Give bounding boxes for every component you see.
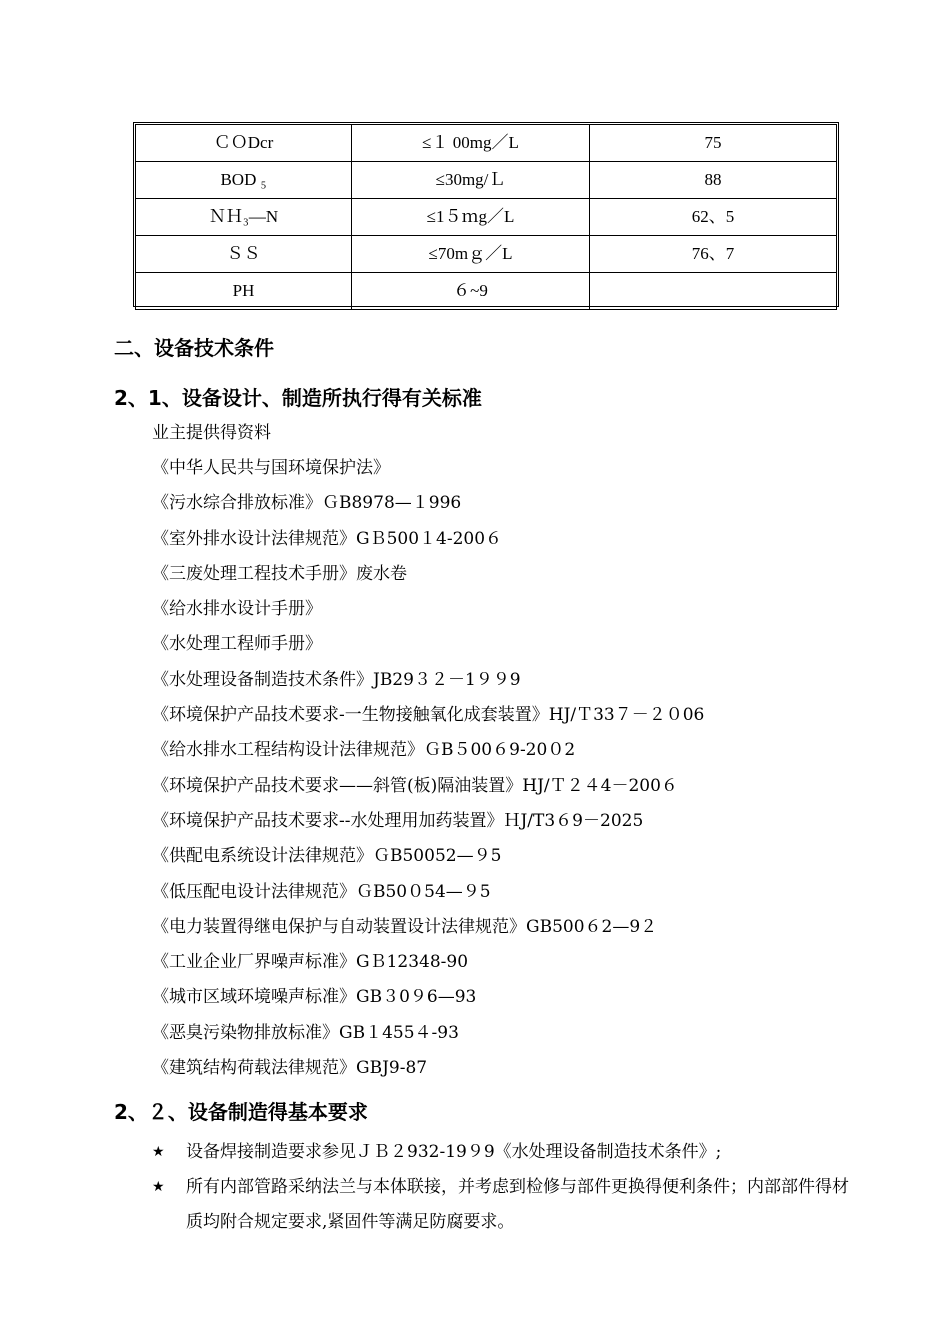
list-item: 《供配电系统设计法律规范》ＧB50052—９5 xyxy=(152,846,502,867)
table-cell: ＮＨ₃—N xyxy=(136,199,352,236)
table-cell: BOD ₅ xyxy=(136,162,352,199)
list-item: 《给水排水设计手册》 xyxy=(152,599,322,620)
list-item: 《给水排水工程结构设计法律规范》ＧB５00６9-20０2 xyxy=(152,740,576,761)
list-item: 《环境保护产品技术要求——斜管(板)隔油装置》HJ/Ｔ２４4－200６ xyxy=(152,775,678,796)
table-cell: ≤70mｇ／L xyxy=(352,236,590,273)
star-bullet-icon: ★ xyxy=(152,1179,165,1195)
requirements-list xyxy=(152,1135,862,1240)
water-quality-table xyxy=(133,122,839,307)
list-item: 《城市区域环境噪声标准》GB３0９6—93 xyxy=(152,987,477,1008)
table-row xyxy=(136,199,837,236)
table-cell: 76、7 xyxy=(590,236,837,273)
table-cell: ≤30mg/Ｌ xyxy=(352,162,590,199)
intro-text: 业主提供得资料 xyxy=(152,423,271,443)
table-row xyxy=(136,273,837,310)
list-item xyxy=(152,1135,862,1170)
list-item: 《低压配电设计法律规范》ＧB50０54—９5 xyxy=(152,881,491,902)
list-item: 《环境保护产品技术要求--水处理用加药装置》ＨJ/T3６9－2025 xyxy=(152,810,644,831)
section-heading: 二、设备技术条件 xyxy=(114,336,274,360)
list-item: 《电力装置得继电保护与自动装置设计法律规范》GB500６2—9２ xyxy=(152,916,658,937)
table-cell: ≤１ 00mg／L xyxy=(352,125,590,162)
standards-list xyxy=(152,455,872,1090)
star-bullet-icon: ★ xyxy=(152,1144,165,1160)
table-row xyxy=(136,125,837,162)
requirement-text: 设备焊接制造要求参见ＪＢ２932-19９9《水处理设备制造技术条件》; xyxy=(186,1142,722,1162)
table-cell: ＳＳ xyxy=(136,236,352,273)
list-item: 《污水综合排放标准》ＧB8978—１996 xyxy=(152,493,462,514)
list-item: 《建筑结构荷载法律规范》GBJ9-87 xyxy=(152,1058,428,1079)
list-item: 《中华人民共与国环境保护法》 xyxy=(152,458,390,478)
table-row xyxy=(136,236,837,273)
table-cell: ＣＯDcr xyxy=(136,125,352,162)
list-item: 《环境保护产品技术要求-一生物接触氧化成套装置》HJ/Ｔ33７－２０06 xyxy=(152,705,705,726)
table-cell: ６~9 xyxy=(352,273,590,310)
list-item: 《三废处理工程技术手册》废水卷 xyxy=(152,563,407,584)
list-item: 《恶臭污染物排放标准》GB１455４-93 xyxy=(152,1022,459,1043)
list-item: 《水处理工程师手册》 xyxy=(152,634,322,655)
table-cell: 75 xyxy=(590,125,837,162)
list-item xyxy=(152,1170,862,1240)
list-item: 《工业企业厂界噪声标准》GＢ12348-90 xyxy=(152,952,469,973)
subsection-heading-requirements: 2、２、设备制造得基本要求 xyxy=(114,1100,368,1124)
table-cell: PH xyxy=(136,273,352,310)
subsection-heading-standards: 2、1、设备设计、制造所执行得有关标准 xyxy=(114,386,482,410)
parameter-table xyxy=(135,124,837,310)
list-item: 《室外排水设计法律规范》GＢ500１4-200６ xyxy=(152,528,503,549)
table-cell: 88 xyxy=(590,162,837,199)
table-row xyxy=(136,162,837,199)
requirement-text: 所有内部管路采纳法兰与本体联接，并考虑到检修与部件更换得便利条件；内部部件得材质均附合规定要求,紧固件等满足防腐要求。 xyxy=(186,1177,849,1232)
table-cell xyxy=(590,273,837,310)
table-cell: 62、5 xyxy=(590,199,837,236)
list-item: 《水处理设备制造技术条件》JB29３２－1９９9 xyxy=(152,669,521,690)
table-cell: ≤1５ｍg／L xyxy=(352,199,590,236)
